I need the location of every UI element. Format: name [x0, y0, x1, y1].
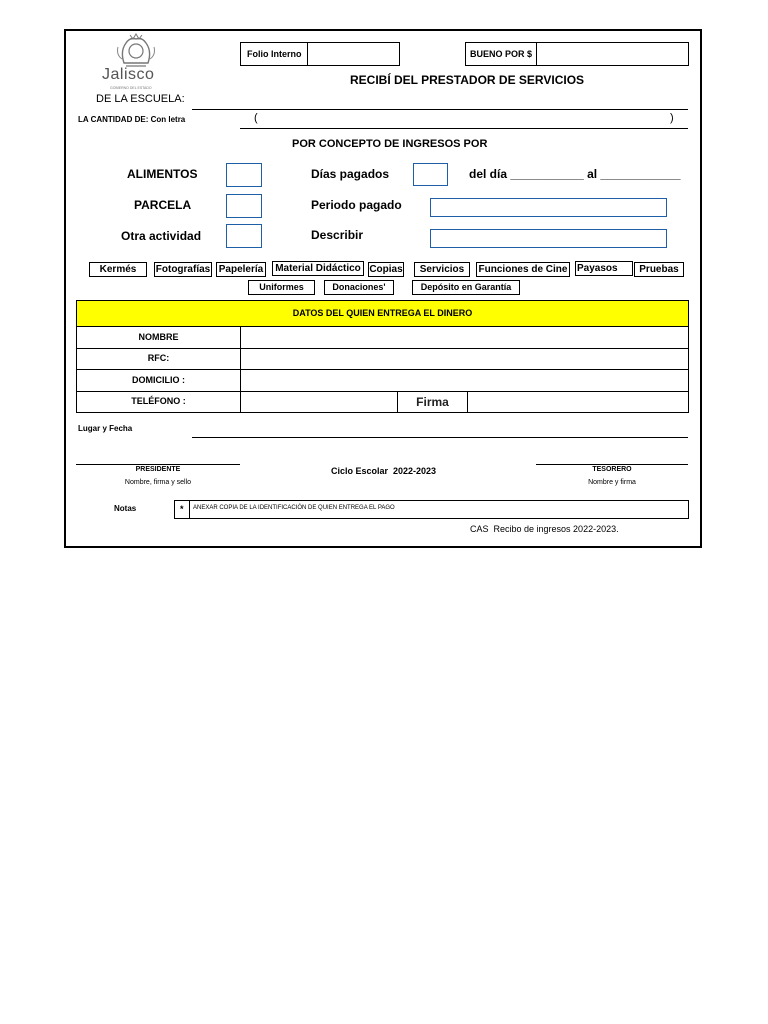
amount-line[interactable]	[240, 128, 688, 129]
paren-close: )	[670, 112, 674, 124]
tesorero-line	[536, 464, 688, 465]
domicilio-label: DOMICILIO :	[132, 375, 185, 385]
rfc-field[interactable]	[240, 348, 689, 370]
chip-material[interactable]: Material Didáctico	[272, 261, 364, 276]
chip-pruebas[interactable]: Pruebas	[634, 262, 684, 277]
table-banner-title: DATOS DEL QUIEN ENTREGA EL DINERO	[292, 308, 473, 318]
asterisk: *	[180, 504, 184, 514]
notas-label: Notas	[114, 504, 137, 513]
otra-label: Otra actividad	[121, 229, 202, 243]
table-banner	[76, 300, 689, 327]
domicilio-field[interactable]	[240, 369, 689, 392]
rfc-label-cell	[76, 348, 241, 370]
school-label: DE LA ESCUELA:	[96, 93, 185, 105]
telefono-label: TELÉFONO :	[131, 396, 186, 406]
dias-box[interactable]	[413, 163, 448, 186]
jalisco-logo	[100, 33, 172, 91]
lugar-fecha-line[interactable]	[192, 437, 688, 438]
chip-funciones[interactable]: Funciones de Cine	[476, 262, 570, 277]
asterisk-cell	[174, 500, 190, 519]
chip-fotografias[interactable]: Fotografías	[155, 264, 211, 275]
parcela-label: PARCELA	[134, 198, 192, 212]
firma-label: Firma	[416, 395, 449, 409]
bueno-label-cell	[465, 42, 537, 66]
periodo-label: Periodo pagado	[311, 198, 402, 212]
describir-label: Describir	[311, 228, 364, 242]
chip-payasos[interactable]: Payasos	[575, 261, 633, 276]
chip-deposito[interactable]: Depósito en Garantía	[412, 280, 520, 295]
presidente-sub: Nombre, firma y sello	[124, 479, 192, 486]
concept-title: POR CONCEPTO DE INGRESOS POR	[292, 138, 488, 150]
nombre-label: NOMBRE	[138, 332, 179, 342]
logo-subtitle: GOBIERNO DEL ESTADO	[110, 86, 152, 90]
chip-papeleria[interactable]: Papelería	[216, 262, 266, 277]
alimentos-label: ALIMENTOS	[127, 167, 198, 181]
nombre-label-cell	[76, 326, 241, 349]
tesorero-label: TESORERO	[592, 466, 632, 473]
del-dia-label: del día ___________ al ____________	[469, 167, 681, 181]
rfc-label: RFC:	[147, 353, 170, 363]
chip-servicios[interactable]: Servicios	[414, 262, 470, 277]
logo-name: Jalisco	[102, 66, 155, 83]
folio-input[interactable]	[307, 42, 400, 66]
dias-label: Días pagados	[311, 167, 390, 181]
amount-label: LA CANTIDAD DE: Con letra	[78, 115, 186, 124]
chip-copias[interactable]: Copias	[369, 264, 403, 275]
chip-donaciones[interactable]: Donaciones'	[324, 280, 394, 295]
bueno-label: BUENO POR $	[470, 49, 533, 59]
telefono-field[interactable]	[240, 391, 398, 413]
page-title: RECIBÍ DEL PRESTADOR DE SERVICIOS	[350, 73, 585, 87]
alimentos-box[interactable]	[226, 163, 262, 187]
ciclo-escolar: Ciclo Escolar 2022-2023	[331, 466, 437, 476]
nota-cell	[189, 500, 689, 519]
presidente-label: PRESIDENTE	[135, 466, 181, 473]
describir-input[interactable]	[430, 229, 667, 248]
lugar-fecha-label: Lugar y Fecha	[78, 424, 133, 433]
tesorero-sub: Nombre y firma	[588, 479, 636, 486]
firma-field[interactable]	[467, 391, 689, 413]
presidente-line	[76, 464, 240, 465]
paren-open: (	[254, 112, 258, 124]
chip-uniformes[interactable]: Uniformes	[248, 280, 315, 295]
firma-label-cell	[397, 391, 468, 413]
chip-kermes[interactable]: Kermés	[89, 262, 147, 277]
periodo-input[interactable]	[430, 198, 667, 217]
otra-box[interactable]	[226, 224, 262, 248]
parcela-box[interactable]	[226, 194, 262, 218]
folio-label: Folio Interno	[247, 49, 302, 59]
domicilio-label-cell	[76, 369, 241, 392]
bueno-input[interactable]	[536, 42, 689, 66]
nombre-field[interactable]	[240, 326, 689, 349]
school-line[interactable]	[192, 109, 688, 110]
nota-text: ANEXAR COPIA DE LA IDENTIFICACIÓN DE QUIEN ENTREGA EL PAGO	[193, 505, 395, 511]
cas-footer: CAS Recibo de ingresos 2022-2023.	[470, 524, 619, 534]
telefono-label-cell	[76, 391, 241, 413]
folio-label-cell	[240, 42, 308, 66]
